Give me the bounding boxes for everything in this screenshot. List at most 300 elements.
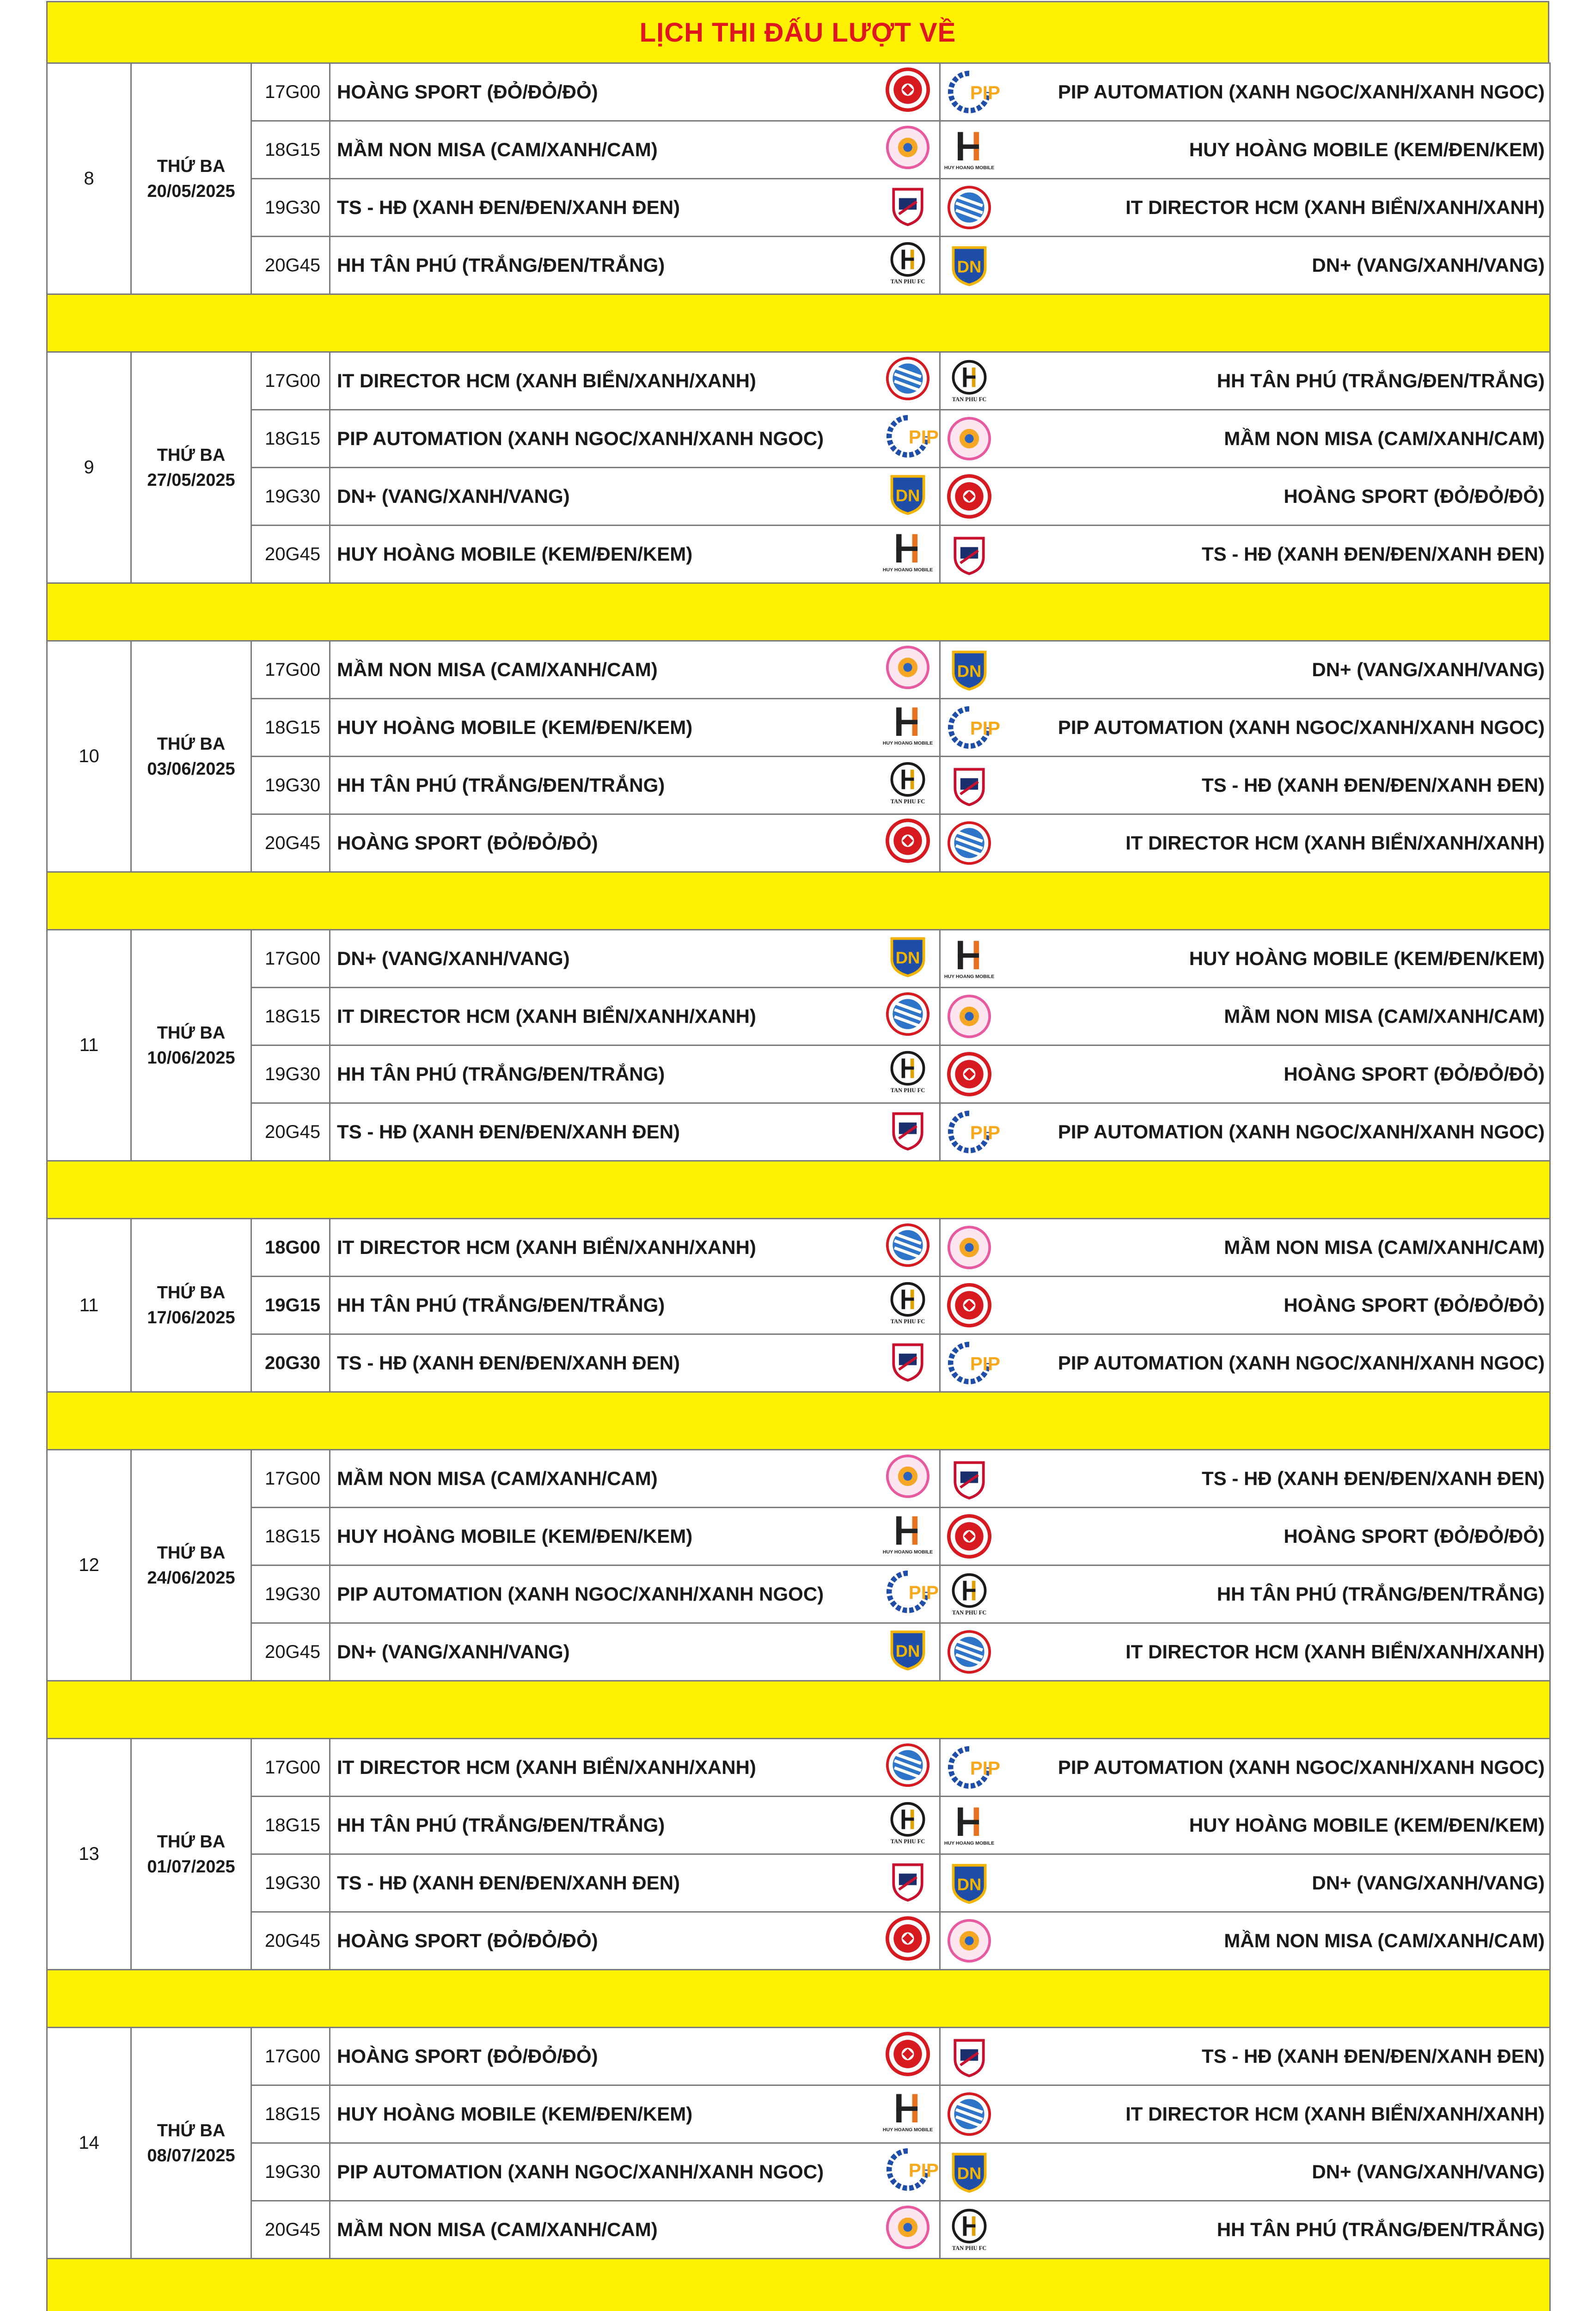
svg-text:PIP: PIP	[970, 1353, 1000, 1375]
away-team: HUY HOÀNG MOBILE (KEM/ĐEN/KEM)	[1189, 139, 1545, 160]
home-team: HUY HOÀNG MOBILE (KEM/ĐEN/KEM)	[337, 2103, 693, 2125]
match-time: 20G45	[251, 1103, 330, 1161]
away-team: HUY HOÀNG MOBILE (KEM/ĐEN/KEM)	[1189, 948, 1545, 969]
tanphu-logo-icon	[886, 1801, 930, 1850]
away-team: MẦM NON MISA (CAM/XANH/CAM)	[1224, 1005, 1545, 1027]
away-team-cell	[940, 1450, 1550, 1508]
round-number: 11	[47, 930, 131, 1161]
huyhoang-logo-icon	[882, 530, 933, 579]
home-team: HOÀNG SPORT (ĐỎ/ĐỎ/ĐỎ)	[337, 2045, 598, 2067]
separator-cell	[47, 583, 1550, 641]
home-team-cell	[330, 237, 940, 294]
away-team-cell	[940, 179, 1550, 237]
home-team-cell	[330, 699, 940, 757]
tshd-logo-icon	[947, 763, 991, 807]
tshd-logo-icon	[947, 2034, 991, 2079]
home-team: DN+ (VANG/XANH/VANG)	[337, 948, 570, 969]
dn-logo-icon	[886, 934, 930, 983]
home-team: MẦM NON MISA (CAM/XANH/CAM)	[337, 659, 658, 680]
misa-logo-icon	[886, 1454, 930, 1503]
away-team: HOÀNG SPORT (ĐỎ/ĐỎ/ĐỎ)	[1284, 1294, 1545, 1316]
match-time: 20G30	[251, 1334, 330, 1392]
svg-text:HUY HOANG MOBILE: HUY HOANG MOBILE	[882, 567, 933, 573]
svg-text:PIP: PIP	[908, 1582, 939, 1603]
home-team-cell	[330, 468, 940, 526]
home-team: HUY HOÀNG MOBILE (KEM/ĐEN/KEM)	[337, 1525, 693, 1547]
away-team-cell	[940, 1219, 1550, 1277]
match-row	[47, 2085, 1550, 2143]
svg-text:DN: DN	[957, 661, 982, 681]
match-row	[47, 1623, 1550, 1681]
match-time: 18G15	[251, 699, 330, 757]
away-team: PIP AUTOMATION (XANH NGOC/XANH/XANH NGOC)	[1058, 1352, 1545, 1374]
pip-logo-icon	[947, 1110, 1000, 1154]
home-team-cell	[330, 1045, 940, 1103]
dn-logo-icon	[947, 648, 991, 692]
pip-logo-icon	[947, 1745, 1000, 1790]
away-team-cell	[940, 814, 1550, 872]
separator-cell	[47, 294, 1550, 352]
home-team-cell	[330, 1103, 940, 1161]
away-team-cell	[940, 526, 1550, 583]
match-time: 17G00	[251, 930, 330, 988]
match-time: 17G00	[251, 63, 330, 121]
away-team-cell	[940, 1854, 1550, 1912]
home-team-cell	[330, 814, 940, 872]
match-time: 18G15	[251, 1797, 330, 1854]
match-date: 10/06/2025	[147, 1048, 235, 1068]
away-team: MẦM NON MISA (CAM/XANH/CAM)	[1224, 1236, 1545, 1258]
match-day: THỨ BA	[157, 1283, 226, 1302]
separator-cell	[47, 2259, 1550, 2311]
match-row	[47, 1797, 1550, 1854]
dn-logo-icon	[886, 472, 930, 521]
away-team: DN+ (VANG/XANH/VANG)	[1312, 2161, 1545, 2183]
home-team-cell	[330, 2028, 940, 2085]
match-row	[47, 1277, 1550, 1334]
svg-text:DN: DN	[957, 1875, 982, 1894]
pip-logo-icon	[886, 2147, 939, 2196]
match-day: THỨ BA	[157, 1023, 226, 1043]
away-team-cell	[940, 1277, 1550, 1334]
away-team: IT DIRECTOR HCM (XANH BIỂN/XANH/XANH)	[1125, 832, 1545, 854]
home-team-cell	[330, 63, 940, 121]
match-row	[47, 641, 1550, 699]
home-team-cell	[330, 2143, 940, 2201]
svg-text:DN: DN	[895, 948, 920, 967]
home-team-cell	[330, 1334, 940, 1392]
pip-logo-icon	[886, 1570, 939, 1619]
home-team: IT DIRECTOR HCM (XANH BIỂN/XANH/XANH)	[337, 370, 756, 391]
itd-logo-icon	[886, 1223, 930, 1272]
home-team-cell	[330, 2085, 940, 2143]
separator-row	[47, 1970, 1550, 2028]
tanphu-logo-icon	[886, 241, 930, 290]
svg-text:TAN PHU FC: TAN PHU FC	[952, 2245, 987, 2252]
svg-text:DN: DN	[895, 486, 920, 505]
match-row	[47, 1739, 1550, 1797]
match-time: 20G45	[251, 1912, 330, 1970]
home-team: MẦM NON MISA (CAM/XANH/CAM)	[337, 2219, 658, 2240]
match-time: 18G15	[251, 1508, 330, 1565]
match-row	[47, 930, 1550, 988]
home-team-cell	[330, 1565, 940, 1623]
match-row	[47, 988, 1550, 1045]
away-team: HH TÂN PHÚ (TRẮNG/ĐEN/TRẮNG)	[1217, 370, 1545, 391]
svg-text:TAN PHU FC: TAN PHU FC	[890, 1318, 925, 1325]
round-number: 12	[47, 1450, 131, 1681]
svg-text:TAN PHU FC: TAN PHU FC	[952, 1609, 987, 1616]
away-team-cell	[940, 1045, 1550, 1103]
match-day: THỨ BA	[157, 156, 226, 176]
match-row	[47, 1103, 1550, 1161]
round-number: 9	[47, 352, 131, 583]
match-row	[47, 352, 1550, 410]
away-team-cell	[940, 237, 1550, 294]
home-team-cell	[330, 121, 940, 179]
svg-text:TAN PHU FC: TAN PHU FC	[890, 1087, 925, 1094]
hoang-sport-logo-icon	[886, 67, 930, 116]
away-team: DN+ (VANG/XANH/VANG)	[1312, 659, 1545, 680]
match-row	[47, 814, 1550, 872]
away-team-cell	[940, 1565, 1550, 1623]
match-date-cell	[131, 352, 251, 583]
match-time: 18G15	[251, 121, 330, 179]
away-team-cell	[940, 757, 1550, 814]
hoang-sport-logo-icon	[947, 1283, 991, 1327]
home-team: TS - HĐ (XANH ĐEN/ĐEN/XANH ĐEN)	[337, 196, 680, 218]
home-team-cell	[330, 352, 940, 410]
huyhoang-logo-icon	[882, 2090, 933, 2139]
match-row	[47, 1450, 1550, 1508]
home-team: TS - HĐ (XANH ĐEN/ĐEN/XANH ĐEN)	[337, 1352, 680, 1374]
match-time: 19G30	[251, 468, 330, 526]
away-team: PIP AUTOMATION (XANH NGOC/XANH/XANH NGOC)	[1058, 716, 1545, 738]
svg-text:DN: DN	[957, 2164, 982, 2183]
separator-row	[47, 294, 1550, 352]
match-date: 17/06/2025	[147, 1308, 235, 1327]
misa-logo-icon	[947, 994, 991, 1039]
tshd-logo-icon	[886, 1107, 930, 1156]
home-team: MẦM NON MISA (CAM/XANH/CAM)	[337, 139, 658, 160]
separator-row	[47, 1161, 1550, 1219]
match-row	[47, 2028, 1550, 2085]
tanphu-logo-icon	[886, 1050, 930, 1099]
away-team: IT DIRECTOR HCM (XANH BIỂN/XANH/XANH)	[1125, 196, 1545, 218]
itd-logo-icon	[886, 1743, 930, 1792]
dn-logo-icon	[947, 1861, 991, 1905]
home-team: TS - HĐ (XANH ĐEN/ĐEN/XANH ĐEN)	[337, 1121, 680, 1143]
dn-logo-icon	[947, 2150, 991, 2194]
home-team-cell	[330, 1508, 940, 1565]
home-team: HH TÂN PHÚ (TRẮNG/ĐEN/TRẮNG)	[337, 1294, 665, 1316]
home-team: HH TÂN PHÚ (TRẮNG/ĐEN/TRẮNG)	[337, 1814, 665, 1836]
away-team-cell	[940, 2085, 1550, 2143]
huyhoang-logo-icon	[882, 703, 933, 752]
home-team: MẦM NON MISA (CAM/XANH/CAM)	[337, 1467, 658, 1489]
svg-text:PIP: PIP	[970, 717, 1000, 739]
svg-text:TAN PHU FC: TAN PHU FC	[890, 278, 925, 285]
tanphu-logo-icon	[947, 2207, 991, 2252]
itd-logo-icon	[947, 1630, 991, 1674]
home-team-cell	[330, 1277, 940, 1334]
hoang-sport-logo-icon	[947, 1052, 991, 1096]
away-team-cell	[940, 410, 1550, 468]
huyhoang-logo-icon	[944, 936, 995, 981]
match-time: 19G30	[251, 1565, 330, 1623]
away-team-cell	[940, 63, 1550, 121]
pip-logo-icon	[947, 70, 1000, 114]
dn-logo-icon	[947, 243, 991, 287]
match-date-cell	[131, 2028, 251, 2259]
home-team: PIP AUTOMATION (XANH NGOC/XANH/XANH NGOC)	[337, 2161, 824, 2183]
home-team: DN+ (VANG/XANH/VANG)	[337, 485, 570, 507]
hoang-sport-logo-icon	[947, 1514, 991, 1559]
huyhoang-logo-icon	[944, 128, 995, 172]
match-time: 17G00	[251, 352, 330, 410]
home-team: HH TÂN PHÚ (TRẮNG/ĐEN/TRẮNG)	[337, 1063, 665, 1085]
home-team: IT DIRECTOR HCM (XANH BIỂN/XANH/XANH)	[337, 1756, 756, 1778]
home-team: HUY HOÀNG MOBILE (KEM/ĐEN/KEM)	[337, 543, 693, 565]
match-row	[47, 410, 1550, 468]
match-row	[47, 237, 1550, 294]
match-day: THỨ BA	[157, 2121, 226, 2140]
away-team: DN+ (VANG/XANH/VANG)	[1312, 254, 1545, 276]
home-team-cell	[330, 1219, 940, 1277]
home-team: IT DIRECTOR HCM (XANH BIỂN/XANH/XANH)	[337, 1005, 756, 1027]
itd-logo-icon	[947, 2092, 991, 2136]
home-team-cell	[330, 930, 940, 988]
match-row	[47, 179, 1550, 237]
misa-logo-icon	[886, 125, 930, 174]
home-team-cell	[330, 757, 940, 814]
svg-text:TAN PHU FC: TAN PHU FC	[890, 1838, 925, 1845]
tanphu-logo-icon	[886, 1281, 930, 1330]
hoang-sport-logo-icon	[886, 1916, 930, 1965]
home-team-cell	[330, 1912, 940, 1970]
match-row	[47, 1854, 1550, 1912]
match-date-cell	[131, 641, 251, 872]
match-date-cell	[131, 1219, 251, 1392]
svg-text:PIP: PIP	[908, 426, 939, 448]
svg-text:HUY HOANG MOBILE: HUY HOANG MOBILE	[882, 1549, 933, 1555]
round-number: 11	[47, 1219, 131, 1392]
separator-row	[47, 872, 1550, 930]
match-date-cell	[131, 63, 251, 294]
match-row	[47, 1912, 1550, 1970]
round-number: 8	[47, 63, 131, 294]
match-date-cell	[131, 930, 251, 1161]
hoang-sport-logo-icon	[947, 474, 991, 519]
separator-row	[47, 1392, 1550, 1450]
misa-logo-icon	[886, 2205, 930, 2254]
match-time: 17G00	[251, 1450, 330, 1508]
tshd-logo-icon	[886, 1339, 930, 1388]
away-team: TS - HĐ (XANH ĐEN/ĐEN/XANH ĐEN)	[1201, 543, 1545, 565]
misa-logo-icon	[947, 416, 991, 461]
away-team-cell	[940, 2201, 1550, 2259]
itd-logo-icon	[886, 992, 930, 1041]
home-team-cell	[330, 410, 940, 468]
svg-text:TAN PHU FC: TAN PHU FC	[952, 396, 987, 403]
match-time: 20G45	[251, 526, 330, 583]
match-day: THỨ BA	[157, 1832, 226, 1852]
match-row	[47, 699, 1550, 757]
schedule-title-bar	[46, 1, 1549, 62]
home-team: PIP AUTOMATION (XANH NGOC/XANH/XANH NGOC)	[337, 428, 824, 449]
pip-logo-icon	[886, 414, 939, 463]
tanphu-logo-icon	[947, 1572, 991, 1616]
home-team-cell	[330, 988, 940, 1045]
separator-cell	[47, 1681, 1550, 1739]
svg-text:PIP: PIP	[970, 82, 1000, 104]
misa-logo-icon	[947, 1225, 991, 1270]
misa-logo-icon	[886, 645, 930, 694]
home-team: HOÀNG SPORT (ĐỎ/ĐỎ/ĐỎ)	[337, 81, 598, 103]
match-date-cell	[131, 1450, 251, 1681]
home-team: PIP AUTOMATION (XANH NGOC/XANH/XANH NGOC)	[337, 1583, 824, 1605]
home-team: HH TÂN PHÚ (TRẮNG/ĐEN/TRẮNG)	[337, 254, 665, 276]
home-team: DN+ (VANG/XANH/VANG)	[337, 1641, 570, 1663]
match-date-cell	[131, 1739, 251, 1970]
svg-text:HUY HOANG MOBILE: HUY HOANG MOBILE	[944, 165, 995, 171]
svg-text:HUY HOANG MOBILE: HUY HOANG MOBILE	[882, 2127, 933, 2133]
misa-logo-icon	[947, 1919, 991, 1963]
tshd-logo-icon	[886, 183, 930, 232]
away-team: PIP AUTOMATION (XANH NGOC/XANH/XANH NGOC)	[1058, 1756, 1545, 1778]
tanphu-logo-icon	[886, 761, 930, 810]
separator-row	[47, 583, 1550, 641]
match-row	[47, 2143, 1550, 2201]
tshd-logo-icon	[886, 1859, 930, 1907]
svg-text:HUY HOANG MOBILE: HUY HOANG MOBILE	[944, 974, 995, 980]
away-team-cell	[940, 2028, 1550, 2085]
away-team: PIP AUTOMATION (XANH NGOC/XANH/XANH NGOC)	[1058, 81, 1545, 103]
away-team: HOÀNG SPORT (ĐỎ/ĐỎ/ĐỎ)	[1284, 1063, 1545, 1085]
away-team-cell	[940, 1912, 1550, 1970]
pip-logo-icon	[947, 1341, 1000, 1385]
home-team: HUY HOÀNG MOBILE (KEM/ĐEN/KEM)	[337, 716, 693, 738]
match-date: 24/06/2025	[147, 1568, 235, 1588]
away-team: IT DIRECTOR HCM (XANH BIỂN/XANH/XANH)	[1125, 1641, 1545, 1663]
match-time: 20G45	[251, 814, 330, 872]
huyhoang-logo-icon	[944, 1803, 995, 1847]
home-team: HOÀNG SPORT (ĐỎ/ĐỎ/ĐỎ)	[337, 832, 598, 854]
home-team-cell	[330, 526, 940, 583]
away-team-cell	[940, 1103, 1550, 1161]
home-team: TS - HĐ (XANH ĐEN/ĐEN/XANH ĐEN)	[337, 1872, 680, 1894]
round-number: 13	[47, 1739, 131, 1970]
svg-text:DN: DN	[895, 1641, 920, 1661]
match-row	[47, 2201, 1550, 2259]
match-row	[47, 1219, 1550, 1277]
match-row	[47, 1334, 1550, 1392]
match-row	[47, 1508, 1550, 1565]
match-row	[47, 1045, 1550, 1103]
match-day: THỨ BA	[157, 734, 226, 754]
match-time: 17G00	[251, 2028, 330, 2085]
away-team: MẦM NON MISA (CAM/XANH/CAM)	[1224, 1930, 1545, 1951]
home-team-cell	[330, 1450, 940, 1508]
away-team-cell	[940, 1797, 1550, 1854]
itd-logo-icon	[947, 185, 991, 230]
away-team: HOÀNG SPORT (ĐỎ/ĐỎ/ĐỎ)	[1284, 485, 1545, 507]
away-team: HH TÂN PHÚ (TRẮNG/ĐEN/TRẮNG)	[1217, 2219, 1545, 2240]
away-team: HOÀNG SPORT (ĐỎ/ĐỎ/ĐỎ)	[1284, 1525, 1545, 1547]
separator-row	[47, 2259, 1550, 2311]
match-time: 18G15	[251, 410, 330, 468]
schedule-board	[46, 1, 1549, 2311]
match-time: 18G15	[251, 2085, 330, 2143]
svg-text:TAN PHU FC: TAN PHU FC	[890, 798, 925, 805]
away-team: TS - HĐ (XANH ĐEN/ĐEN/XANH ĐEN)	[1201, 774, 1545, 796]
itd-logo-icon	[886, 356, 930, 405]
away-team: HUY HOÀNG MOBILE (KEM/ĐEN/KEM)	[1189, 1814, 1545, 1836]
separator-cell	[47, 1970, 1550, 2028]
match-time: 20G45	[251, 237, 330, 294]
match-row	[47, 526, 1550, 583]
away-team-cell	[940, 1508, 1550, 1565]
svg-text:HUY HOANG MOBILE: HUY HOANG MOBILE	[882, 740, 933, 746]
away-team-cell	[940, 699, 1550, 757]
svg-text:PIP: PIP	[908, 2159, 939, 2181]
home-team-cell	[330, 1854, 940, 1912]
away-team-cell	[940, 988, 1550, 1045]
match-time: 19G15	[251, 1277, 330, 1334]
match-row	[47, 757, 1550, 814]
match-time: 20G45	[251, 2201, 330, 2259]
hoang-sport-logo-icon	[886, 819, 930, 868]
match-date: 20/05/2025	[147, 181, 235, 201]
match-row	[47, 468, 1550, 526]
away-team-cell	[940, 930, 1550, 988]
away-team-cell	[940, 1739, 1550, 1797]
itd-logo-icon	[947, 821, 991, 865]
home-team-cell	[330, 641, 940, 699]
match-row	[47, 121, 1550, 179]
match-row	[47, 63, 1550, 121]
svg-text:HUY HOANG MOBILE: HUY HOANG MOBILE	[944, 1840, 995, 1846]
away-team: TS - HĐ (XANH ĐEN/ĐEN/XANH ĐEN)	[1201, 1467, 1545, 1489]
tshd-logo-icon	[947, 1456, 991, 1501]
away-team-cell	[940, 641, 1550, 699]
schedule-title: LỊCH THI ĐẤU LƯỢT VỀ	[639, 17, 956, 48]
match-day: THỨ BA	[157, 1543, 226, 1563]
svg-text:DN: DN	[957, 257, 982, 276]
match-time: 20G45	[251, 1623, 330, 1681]
away-team-cell	[940, 1334, 1550, 1392]
separator-cell	[47, 1392, 1550, 1450]
match-time: 19G30	[251, 757, 330, 814]
away-team: IT DIRECTOR HCM (XANH BIỂN/XANH/XANH)	[1125, 2103, 1545, 2125]
match-time: 17G00	[251, 1739, 330, 1797]
match-time: 19G30	[251, 179, 330, 237]
match-date: 01/07/2025	[147, 1857, 235, 1877]
match-date: 03/06/2025	[147, 759, 235, 779]
tanphu-logo-icon	[947, 359, 991, 403]
match-day: THỨ BA	[157, 445, 226, 465]
separator-cell	[47, 1161, 1550, 1219]
away-team-cell	[940, 352, 1550, 410]
match-time: 17G00	[251, 641, 330, 699]
away-team-cell	[940, 468, 1550, 526]
home-team-cell	[330, 1797, 940, 1854]
tshd-logo-icon	[947, 532, 991, 576]
match-date: 27/05/2025	[147, 470, 235, 490]
match-time: 18G15	[251, 988, 330, 1045]
svg-text:PIP: PIP	[970, 1122, 1000, 1143]
home-team-cell	[330, 1623, 940, 1681]
